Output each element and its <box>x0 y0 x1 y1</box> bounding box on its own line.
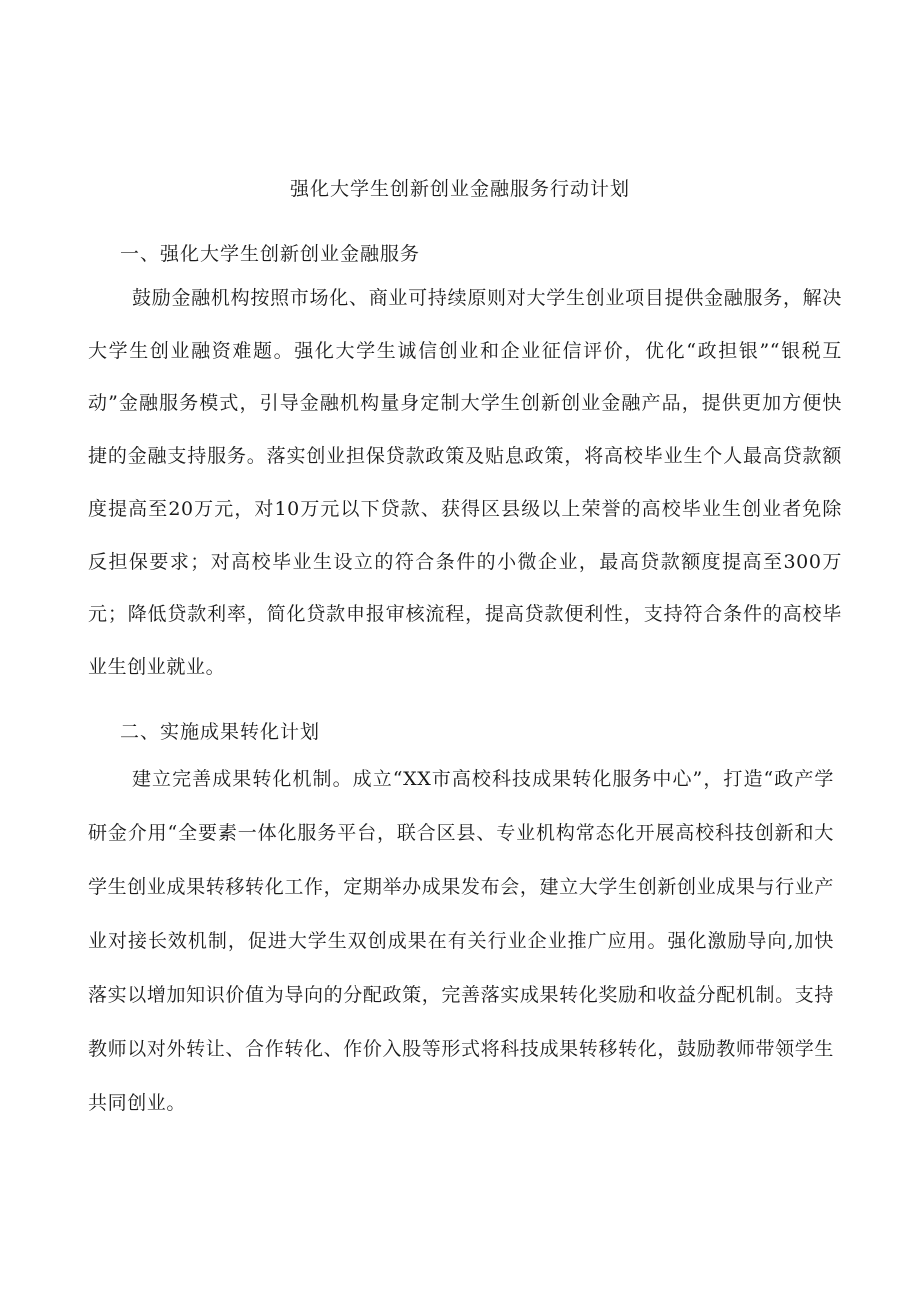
section-body-1: 鼓励金融机构按照市场化、商业可持续原则对大学生创业项目提供金融服务，解决大学生创业融资难题。强化大学生诚信创业和企业征信评价，优化“政担银”“银税互动”金融服务模式，引导金融机构量身定制大学生创新创业金融产品，提供更加方便快捷的金融支持服务。落实创业担保贷款政策及贴息政策，将高校毕业生个人最高贷款额度提高至20万元，对10万元以下贷款、获得区县级以上荣誉的高校毕业生创业者免除反担保要求；对高校毕业生设立的符合条件的小微企业，最高贷款额度提高至300万元；降低贷款利率，简化贷款申报审核流程，提高贷款便利性，支持符合条件的高校毕业生创业就业。 <box>88 287 842 678</box>
section-heading-1: 一、强化大学生创新创业金融服务 <box>120 243 421 265</box>
document-title: 强化大学生创新创业金融服务行动计划 <box>289 178 630 200</box>
section-heading-2: 二、实施成果转化计划 <box>120 721 321 743</box>
section-body-2: 建立完善成果转化机制。成立“XX市高校科技成果转化服务中心”，打造“政产学研金介用“全要素一体化服务平台，联合区县、专业机构常态化开展高校科技创新和大学生创业成果转移转化工作，定期举办成果发布会，建立大学生创新创业成果与行业产业对接长效机制，促进大学生双创成果在有关行业企业推广应用。强化激励导向,加快落实以增加知识价值为导向的分配政策，完善落实成果转化奖励和收益分配机制。支持教师以对外转让、合作转化、作价入股等形式将科技成果转移转化，鼓励教师带领学生共同创业。 <box>88 768 834 1114</box>
